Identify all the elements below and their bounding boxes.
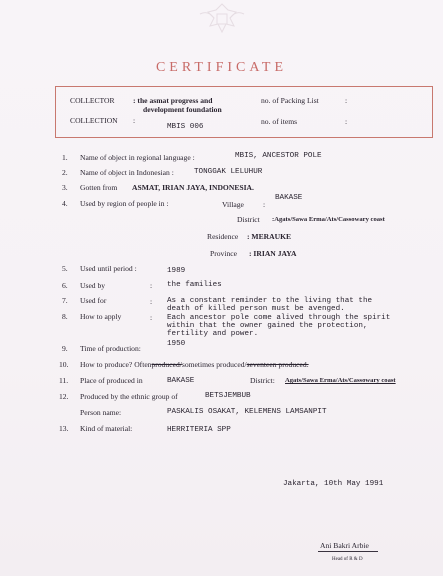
residence-value: : MERAUKE — [247, 232, 292, 241]
item-3-number: 3. — [62, 183, 68, 192]
item-5-label: Used until period : — [80, 264, 137, 273]
item-3-label: Gotten from — [80, 183, 118, 192]
item-2-value: TONGGAK LELUHUR — [194, 168, 263, 176]
village-label: Village — [222, 200, 244, 209]
village-colon: : — [263, 200, 266, 209]
item-11-value: BAKASE — [167, 377, 195, 385]
collector-value: : the asmat progress and — [133, 96, 213, 105]
signature-name: Ani Bakri Arbie — [320, 541, 369, 550]
signature-title: Head of R & D — [332, 557, 363, 562]
certificate-title: CERTIFICATE — [155, 60, 288, 75]
item-7-value-line2: death of killed person must be avenged. — [167, 305, 345, 313]
item-8-value-line3: fertility and power. — [167, 330, 259, 338]
item-6-number: 6. — [62, 281, 68, 290]
item-6-value: the families — [167, 281, 222, 289]
item-11-number: 11. — [59, 376, 69, 385]
packing-list-colon: : — [345, 96, 348, 105]
date-line: Jakarta, 10th May 1991 — [283, 480, 384, 488]
items-colon: : — [345, 117, 348, 126]
district-value: :Agats/Sawa Erma/Ats/Cassowary coast — [272, 216, 385, 223]
item-1-value: MBIS, ANCESTOR POLE — [235, 152, 322, 160]
item-4-number: 4. — [62, 199, 68, 208]
district-label: District — [237, 215, 260, 224]
item-13-label: Kind of material: — [80, 424, 133, 433]
header-box — [55, 86, 433, 138]
collection-value: MBIS 006 — [167, 123, 204, 131]
items-label: no. of items — [261, 117, 298, 126]
item-4-label: Used by region of people in : — [80, 199, 169, 208]
item-9-value: 1950 — [167, 340, 186, 348]
item-11-label: Place of produced in — [80, 376, 143, 385]
collector-value-line2: development foundation — [143, 105, 222, 114]
item-10-label: How to produce? Oftenproduced/sometimes produced/seventeen produced. — [80, 360, 309, 369]
item-7-value-line1: As a constant reminder to the living that the — [167, 297, 373, 305]
garuda-emblem-watermark — [194, 0, 250, 38]
packing-list-label: no. of Packing List — [261, 96, 319, 105]
item-8-value-line1: Each ancestor pole come alived through the spirit — [167, 314, 391, 322]
collection-label: COLLECTION — [70, 116, 118, 125]
item-2-label: Name of object in Indonesian : — [80, 168, 174, 177]
item-13-value: HERRITERIA SPP — [167, 426, 231, 434]
collection-colon: : — [133, 116, 136, 125]
item-7-number: 7. — [62, 296, 68, 305]
item-1-number: 1. — [62, 153, 68, 162]
item-9-number: 9. — [62, 344, 68, 353]
item-8-number: 8. — [62, 312, 68, 321]
collector-label: COLLECTOR — [70, 96, 115, 105]
person-name-value: PASKALIS OSAKAT, KELEMENS LAMSANPIT — [167, 408, 327, 416]
item-8-label: How to apply — [80, 312, 122, 321]
item-13-number: 13. — [59, 424, 69, 433]
item-12-label: Produced by the ethnic group of — [80, 392, 178, 401]
item-6-label: Used by — [80, 281, 106, 290]
item-2-number: 2. — [62, 168, 68, 177]
district-2-value: Agats/Sawa Erma/Ats/Cassowary coast — [285, 377, 396, 384]
item-10-number: 10. — [59, 360, 69, 369]
province-label: Province — [210, 249, 237, 258]
item-7-colon: : — [150, 297, 153, 306]
item-5-number: 5. — [62, 264, 68, 273]
province-value: : IRIAN JAYA — [249, 249, 297, 258]
item-8-colon: : — [150, 313, 153, 322]
person-name-label: Person name: — [80, 408, 122, 417]
item-8-value-line2: within that the owner gained the protection, — [167, 322, 368, 330]
district-2-label: District: — [250, 376, 275, 385]
item-5-value: 1989 — [167, 267, 186, 275]
item-7-label: Used for — [80, 296, 107, 305]
signature-line — [318, 551, 378, 552]
item-12-value: BETSJEMBUB — [205, 392, 251, 400]
item-6-colon: : — [150, 281, 153, 290]
village-value: BAKASE — [275, 194, 303, 202]
item-1-label: Name of object in regional language : — [80, 153, 195, 162]
item-12-number: 12. — [59, 392, 69, 401]
item-9-label: Time of production: — [80, 344, 141, 353]
residence-label: Residence — [207, 232, 239, 241]
item-3-value: ASMAT, IRIAN JAYA, INDONESIA. — [132, 183, 254, 192]
